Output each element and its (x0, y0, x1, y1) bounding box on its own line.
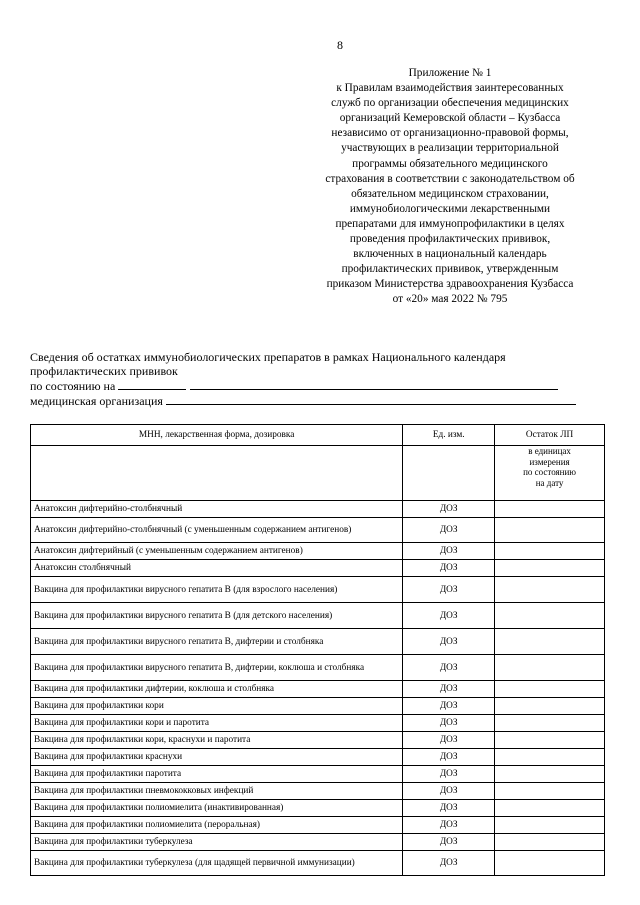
row-balance-cell[interactable] (495, 800, 605, 817)
row-unit: ДОЗ (403, 655, 495, 681)
row-balance-cell[interactable] (495, 715, 605, 732)
row-balance-cell[interactable] (495, 629, 605, 655)
appendix-line: приказом Министерства здравоохранения Кузбасса (326, 278, 574, 291)
row-unit: ДОЗ (403, 629, 495, 655)
table-row (31, 603, 605, 629)
row-unit: ДОЗ (403, 698, 495, 715)
report-title-line-2: профилактических прививок (30, 364, 178, 378)
org-name-blank[interactable] (166, 393, 576, 405)
page-number: 8 (337, 38, 343, 52)
row-unit: ДОЗ (403, 851, 495, 876)
table-row (31, 698, 605, 715)
table-row (31, 629, 605, 655)
table-row (31, 851, 605, 876)
row-drug-name: Вакцина для профилактики вирусного гепатита В (для взрослого населения) (31, 577, 403, 603)
row-drug-name: Вакцина для профилактики пневмококковых инфекций (31, 783, 403, 800)
appendix-line: организаций Кемеровской области – Кузбасса (339, 112, 561, 125)
as-of-label: по состоянию на (30, 379, 116, 393)
table-row (31, 681, 605, 698)
appendix-block (300, 66, 600, 308)
appendix-line: страхования в соответствии с законодательством об (325, 172, 575, 185)
as-of-date-blank[interactable] (118, 378, 186, 390)
appendix-line: от «20» мая 2022 № 795 (392, 293, 508, 306)
appendix-line: иммунобиологическими лекарственными (349, 202, 551, 215)
balance-note (495, 446, 605, 501)
table-row (31, 577, 605, 603)
row-balance-cell[interactable] (495, 681, 605, 698)
balance-note-line: в единицах (528, 446, 571, 456)
row-unit: ДОЗ (403, 518, 495, 543)
row-unit: ДОЗ (403, 783, 495, 800)
table-row (31, 783, 605, 800)
subheader-name-empty (31, 446, 403, 501)
appendix-line: служб по организации обеспечения медицинских (331, 97, 569, 110)
row-drug-name: Вакцина для профилактики полиомиелита (инактивированная) (31, 800, 403, 817)
row-balance-cell[interactable] (495, 783, 605, 800)
row-balance-cell[interactable] (495, 851, 605, 876)
row-balance-cell[interactable] (495, 655, 605, 681)
row-drug-name: Вакцина для профилактики паротита (31, 766, 403, 783)
appendix-line: проведения профилактических прививок, (349, 233, 551, 246)
table-header-row (31, 425, 605, 446)
table-row (31, 655, 605, 681)
as-of-line (30, 378, 590, 393)
row-balance-cell[interactable] (495, 518, 605, 543)
row-drug-name: Вакцина для профилактики полиомиелита (пероральная) (31, 817, 403, 834)
row-drug-name: Вакцина для профилактики туберкулеза (31, 834, 403, 851)
table-row (31, 749, 605, 766)
row-unit: ДОЗ (403, 766, 495, 783)
row-balance-cell[interactable] (495, 817, 605, 834)
row-drug-name: Анатоксин столбнячный (31, 560, 403, 577)
row-unit: ДОЗ (403, 603, 495, 629)
appendix-line: обязательном медицинском страховании, (351, 187, 549, 200)
row-balance-cell[interactable] (495, 766, 605, 783)
balance-note-line: на дату (535, 477, 564, 488)
row-drug-name: Вакцина для профилактики вирусного гепатита В, дифтерии, коклюша и столбняка (31, 655, 403, 681)
row-drug-name: Анатоксин дифтерийно-столбнячный (31, 501, 403, 518)
subheader-unit-empty (403, 446, 495, 501)
row-drug-name: Анатоксин дифтерийный (с уменьшенным содержанием антигенов) (31, 543, 403, 560)
row-unit: ДОЗ (403, 800, 495, 817)
row-drug-name: Вакцина для профилактики вирусного гепатита В (для детского населения) (31, 603, 403, 629)
header-balance: Остаток ЛП (495, 425, 605, 446)
org-line (30, 393, 590, 408)
row-unit: ДОЗ (403, 715, 495, 732)
appendix-line: программы обязательного медицинского (352, 157, 548, 170)
row-unit: ДОЗ (403, 560, 495, 577)
row-balance-cell[interactable] (495, 603, 605, 629)
row-drug-name: Вакцина для профилактики вирусного гепатита В, дифтерии и столбняка (31, 629, 403, 655)
row-unit: ДОЗ (403, 501, 495, 518)
table-subheader-row (31, 446, 605, 501)
row-balance-cell[interactable] (495, 543, 605, 560)
header-unit: Ед. изм. (403, 425, 495, 446)
row-unit: ДОЗ (403, 543, 495, 560)
row-unit: ДОЗ (403, 577, 495, 603)
org-label: медицинская организация (30, 394, 163, 408)
row-drug-name: Вакцина для профилактики краснухи (31, 749, 403, 766)
row-unit: ДОЗ (403, 681, 495, 698)
report-header (30, 350, 590, 408)
table-row (31, 518, 605, 543)
row-drug-name: Вакцина для профилактики кори (31, 698, 403, 715)
row-drug-name: Вакцина для профилактики кори и паротита (31, 715, 403, 732)
table-row (31, 715, 605, 732)
header-name: МНН, лекарственная форма, дозировка (31, 425, 403, 446)
appendix-line: участвующих в реализации территориальной (341, 142, 559, 155)
row-balance-cell[interactable] (495, 698, 605, 715)
row-drug-name: Вакцина для профилактики кори, краснухи и паротита (31, 732, 403, 749)
stock-table (30, 424, 605, 876)
row-balance-cell[interactable] (495, 560, 605, 577)
appendix-line: Приложение № 1 (408, 67, 492, 79)
table-row (31, 817, 605, 834)
as-of-date-blank-extension[interactable] (190, 378, 558, 390)
row-drug-name: Вакцина для профилактики дифтерии, коклюша и столбняка (31, 681, 403, 698)
report-title-line-1: Сведения об остатках иммунобиологических препаратов в рамках Национального календаря (30, 350, 506, 364)
row-drug-name: Вакцина для профилактики туберкулеза (для щадящей первичной иммунизации) (31, 851, 403, 876)
table-row (31, 766, 605, 783)
row-unit: ДОЗ (403, 732, 495, 749)
row-balance-cell[interactable] (495, 732, 605, 749)
row-unit: ДОЗ (403, 834, 495, 851)
appendix-line: независимо от организационно-правовой формы, (331, 127, 569, 140)
row-unit: ДОЗ (403, 749, 495, 766)
table-row (31, 501, 605, 518)
balance-note-line: по состоянию (523, 467, 577, 477)
row-balance-cell[interactable] (495, 749, 605, 766)
table-row (31, 560, 605, 577)
row-balance-cell[interactable] (495, 834, 605, 851)
table-row (31, 732, 605, 749)
appendix-line: включенных в национальный календарь (353, 248, 547, 261)
table-row (31, 834, 605, 851)
row-balance-cell[interactable] (495, 501, 605, 518)
row-drug-name: Анатоксин дифтерийно-столбнячный (с уменьшенным содержанием антигенов) (31, 518, 403, 543)
table-row (31, 543, 605, 560)
appendix-line: к Правилам взаимодействия заинтересованных (336, 82, 564, 95)
row-balance-cell[interactable] (495, 577, 605, 603)
balance-note-line: измерения (529, 456, 570, 467)
row-unit: ДОЗ (403, 817, 495, 834)
appendix-line: препаратами для иммунопрофилактики в целях (335, 217, 565, 230)
table-row (31, 800, 605, 817)
appendix-line: профилактических прививок, утвержденным (341, 263, 559, 276)
